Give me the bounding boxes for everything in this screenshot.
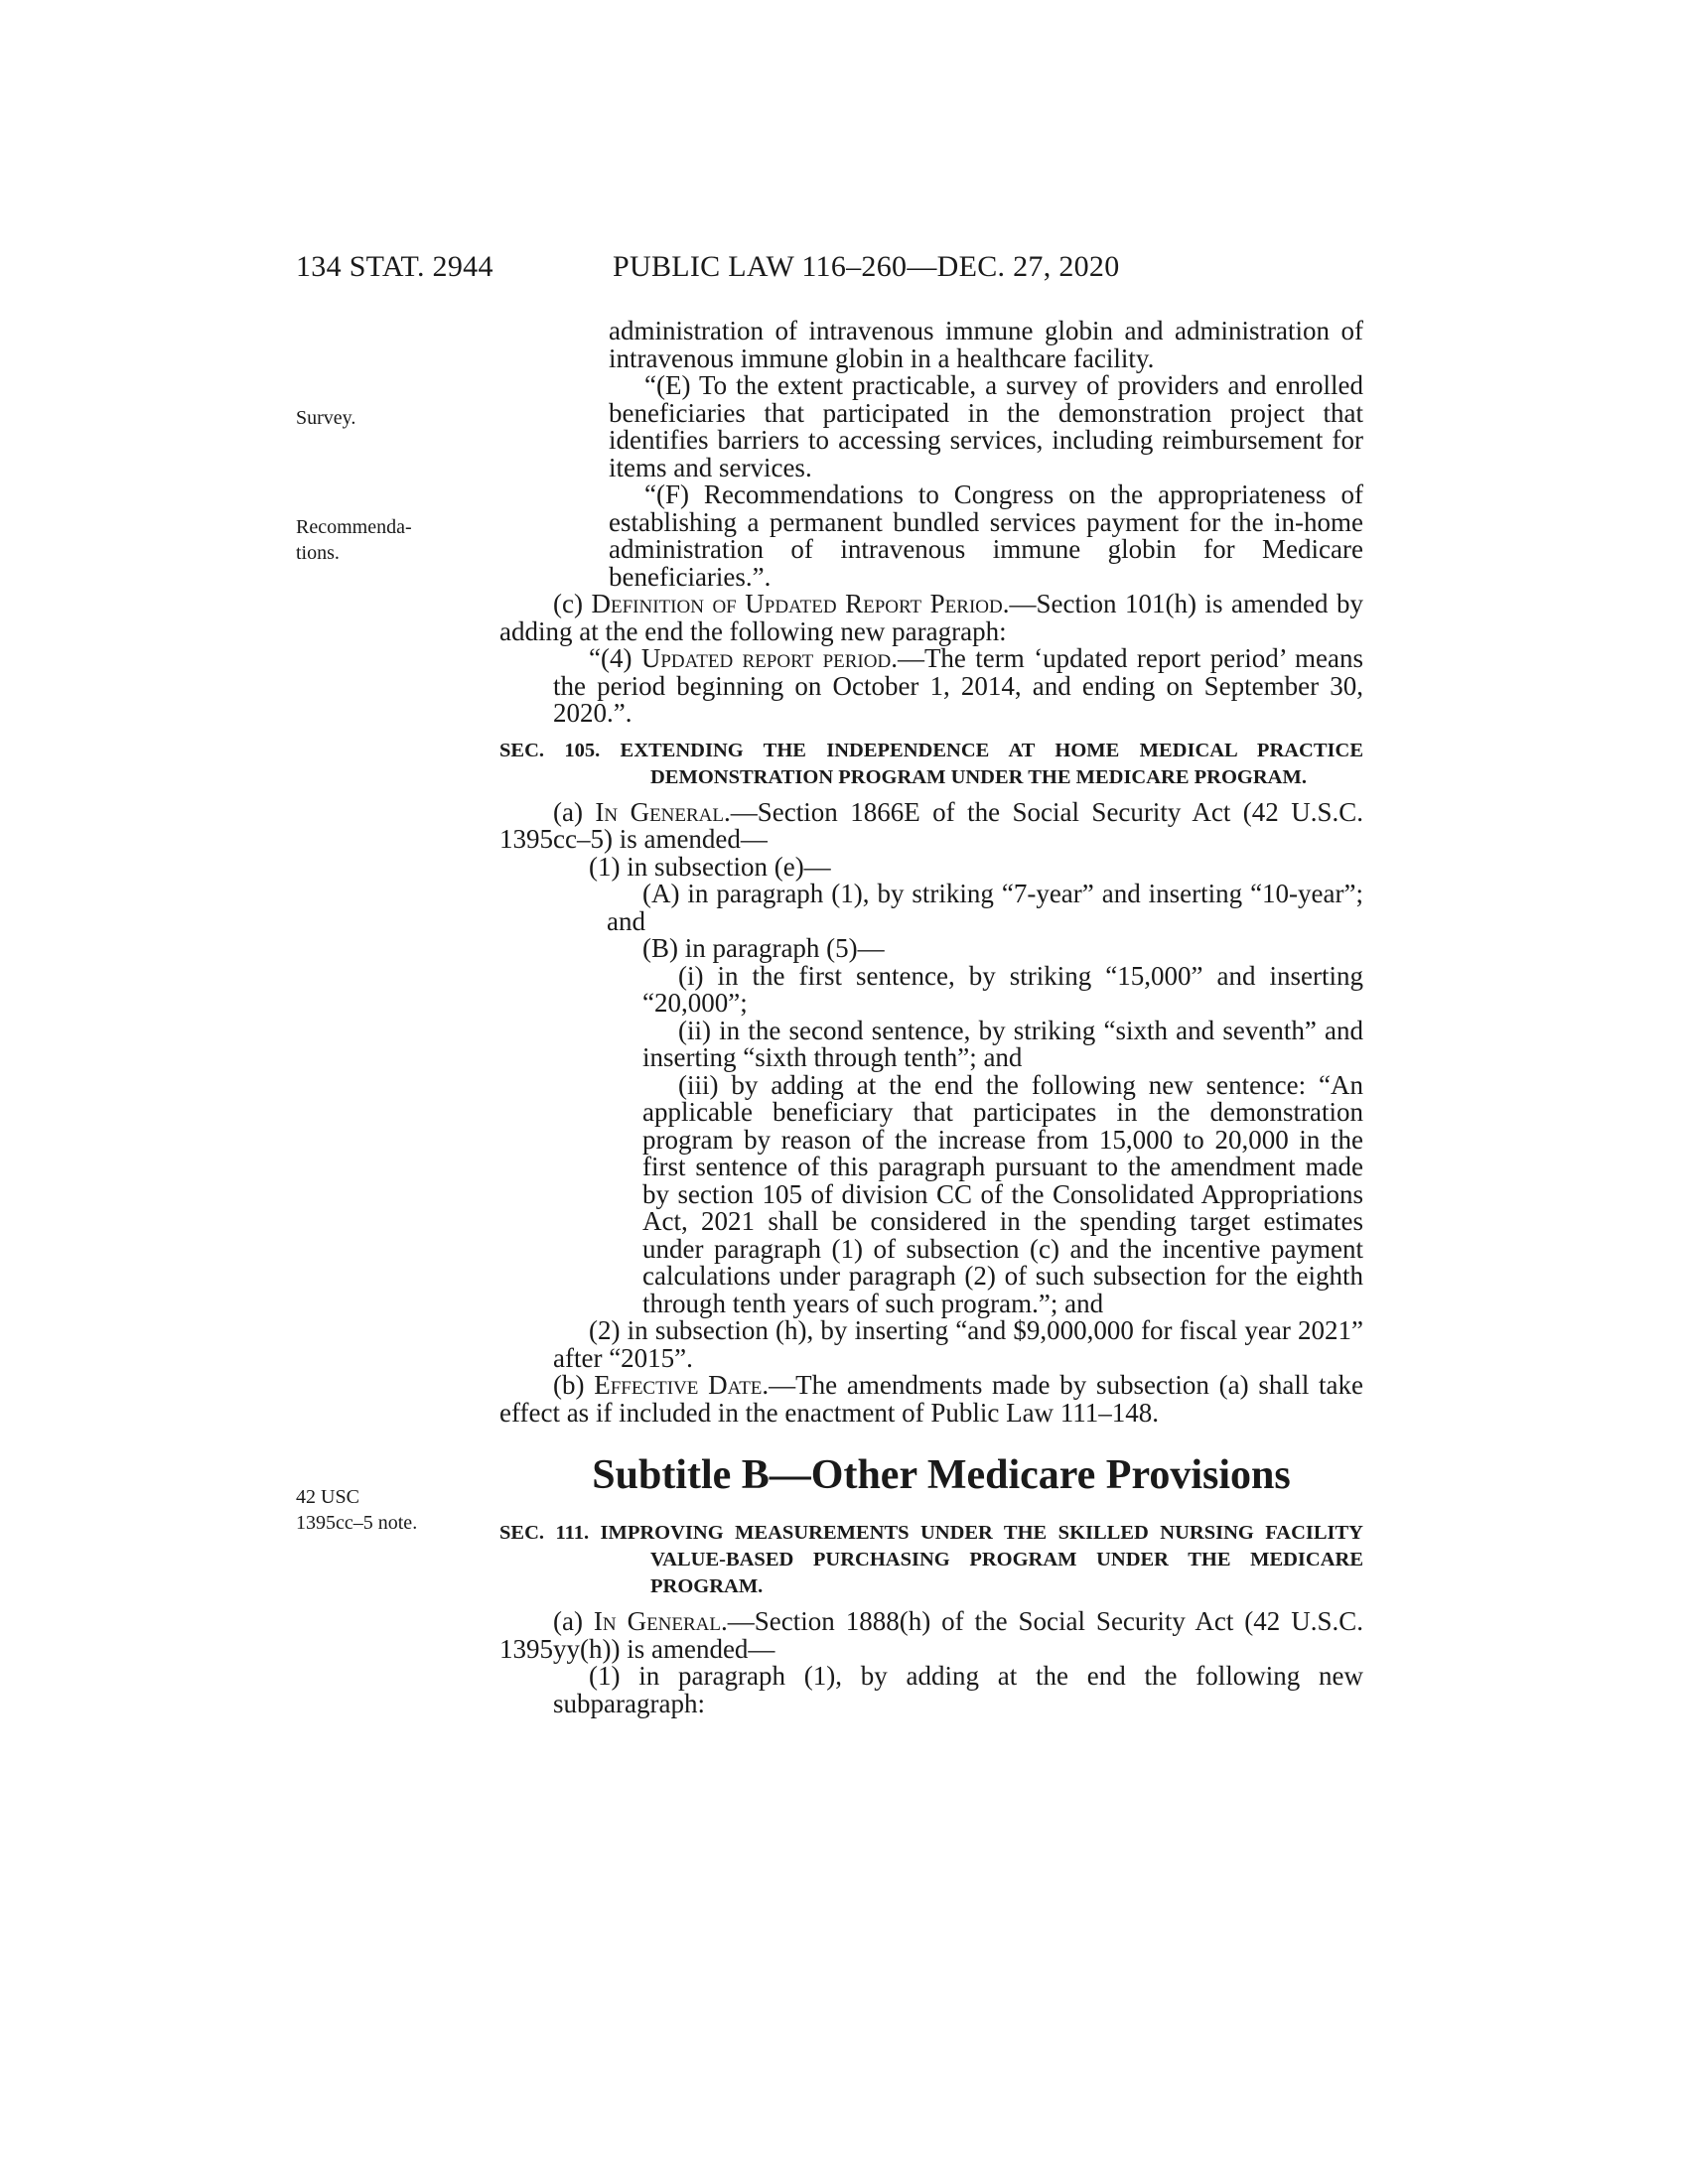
body-text	[499, 318, 1363, 1717]
paragraph-label: “(4)	[589, 643, 641, 673]
paragraph-4	[499, 645, 1363, 728]
item-i: (i) in the first sentence, by striking “15,000” and inserting “20,000”;	[642, 960, 1363, 1018]
subsection-a	[499, 796, 1363, 854]
page-stat-citation: 134 STAT. 2944	[296, 250, 493, 283]
subtitle-heading: Subtitle B—Other Medicare Provisions	[592, 1452, 1291, 1498]
paragraph-text: .—The term ‘updated report period’ means the period beginning on October 1, 2014, and ending on September 30, 2020.”.	[553, 643, 1364, 728]
paragraph-F: “(F) Recommendations to Congress on the appropriateness of establishing a permanent bundled services payment for the in-home administration of intravenous immune globin for Medicare beneficiaries.”.	[609, 479, 1363, 592]
item-ii: (ii) in the second sentence, by striking “sixth and seventh” and inserting “sixth through tenth”; and	[642, 1015, 1363, 1072]
subsection-text: .—Section 101(h) is amended by adding at the end the following new paragraph:	[499, 589, 1363, 646]
item-iii: (iii) by adding at the end the following new sentence: “An applicable beneficiary that participates in the demonstration program by reason of the increase from 15,000 to 20,000 in the first sentence of this paragraph pursuant to the amendment made by section 105 of division CC of the Consolidated Appropriations Act, 2021 shall be considered in the spending target estimates under paragraph (1) of subsection (c) and the incentive payment calculations under paragraph (2) of such subsection for the eighth through tenth years of such program.”; and	[642, 1069, 1363, 1318]
subsection-label: (b)	[553, 1370, 595, 1400]
subsection-c	[499, 591, 1363, 645]
margin-note-line: 1395cc–5 note.	[296, 1512, 418, 1534]
subsection-text: .—Section 1888(h) of the Social Security Act (42 U.S.C. 1395yy(h)) is amended—	[499, 1606, 1363, 1664]
item-1-b: (1) in paragraph (1), by adding at the end the following new subparagraph:	[553, 1661, 1363, 1718]
margin-note-recommendations	[296, 514, 412, 566]
item-2: (2) in subsection (h), by inserting “and $9,000,000 for fiscal year 2021” after “2015”.	[553, 1315, 1363, 1373]
subsection-label: (a)	[553, 796, 596, 827]
item-B: (B) in paragraph (5)—	[642, 933, 885, 963]
subsection-b	[499, 1372, 1363, 1427]
subsection-text: .—The amendments made by subsection (a) shall take effect as if included in the enactment of Public Law 111–148.	[499, 1370, 1364, 1428]
section-105-heading: SEC. 105. EXTENDING THE INDEPENDENCE AT HOME MEDICAL PRACTICE DEMONSTRATION PROGRAM UNDER THE MEDICARE PROGRAM.	[499, 739, 1363, 788]
margin-note-line: 42 USC	[296, 1486, 359, 1508]
subsection-heading: Definition of Updated Report Period	[591, 589, 1003, 618]
item-A: (A) in paragraph (1), by striking “7-year” and inserting “10-year”; and	[607, 879, 1363, 936]
subsection-a-2	[499, 1608, 1363, 1663]
subsection-label: (a)	[553, 1606, 594, 1636]
paragraph-continuation: administration of intravenous immune globin and administration of intravenous immune globin in a healthcare facility.	[609, 316, 1363, 373]
subsection-heading: In General	[593, 1606, 722, 1636]
paragraph-heading: Updated report period	[640, 643, 892, 673]
margin-note-survey: Survey.	[296, 407, 356, 429]
margin-note-usc	[296, 1484, 417, 1536]
paragraph-E: “(E) To the extent practicable, a survey of providers and enrolled beneficiaries that participated in the demonstration project that identifies barriers to accessing services, including reimbursement for items and services.	[609, 370, 1363, 482]
item-1: (1) in subsection (e)—	[589, 851, 831, 882]
section-111-heading: SEC. 111. IMPROVING MEASUREMENTS UNDER THE SKILLED NURSING FACILITY VALUE-BASED PURCHASING PROGRAM UNDER THE MEDICARE PROGRAM.	[499, 1522, 1363, 1597]
subsection-heading: Effective Date	[594, 1370, 763, 1400]
margin-note-line: tions.	[296, 542, 340, 564]
subsection-heading: In General	[595, 796, 725, 827]
subsection-text: .—Section 1866E of the Social Security Act (42 U.S.C. 1395cc–5) is amended—	[499, 796, 1363, 854]
margin-note-line: Recommenda-	[296, 516, 412, 538]
subsection-label: (c)	[553, 589, 592, 618]
running-head-title: PUBLIC LAW 116–260—DEC. 27, 2020	[613, 250, 1120, 283]
